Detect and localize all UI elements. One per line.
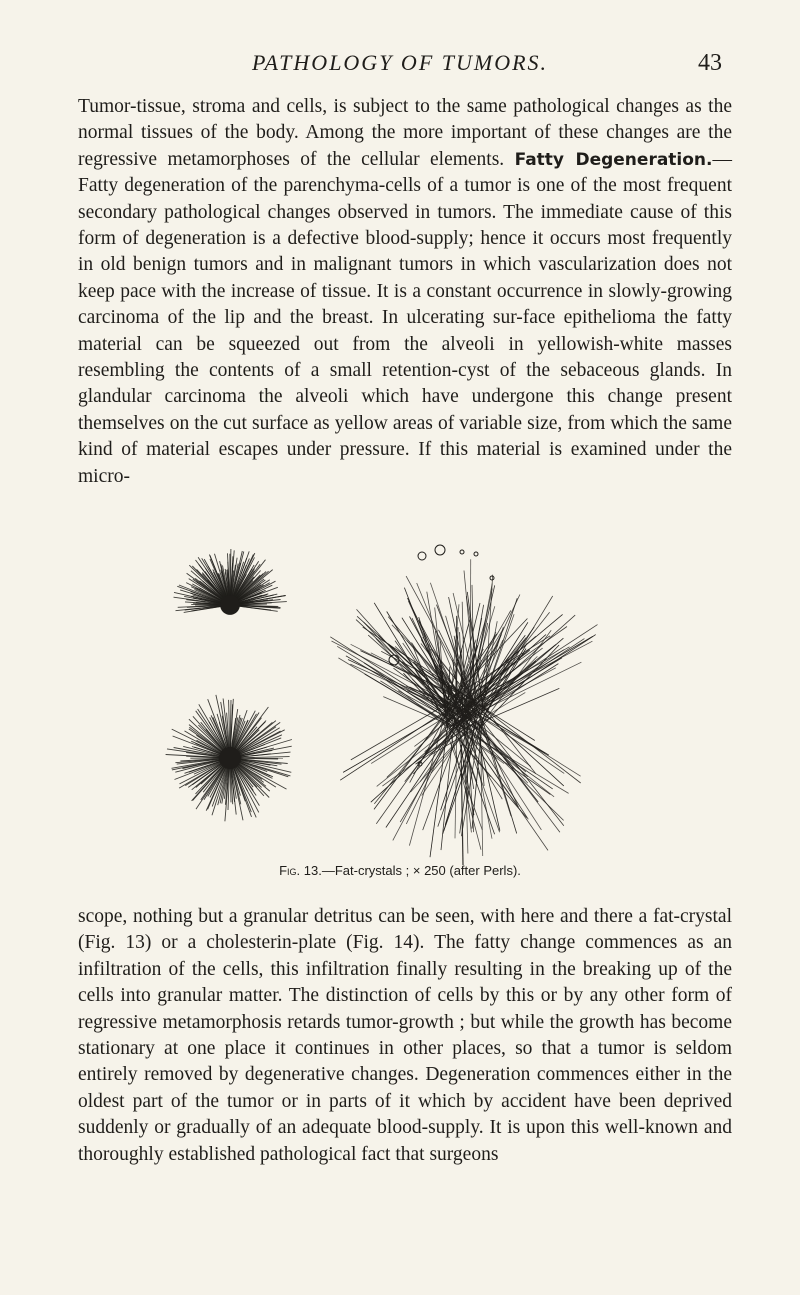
figure-caption-text: —Fat-crystals ; × 250 (after Perls). [321,863,521,878]
figure-caption-label: Fig. 13. [279,863,322,878]
figure-caption [0,863,800,878]
paragraph-1 [78,94,732,490]
section-heading-fatty-degeneration: Fatty Degeneration. [514,149,713,170]
crystal-cluster-small-top [174,549,287,615]
paragraph-1-lead: Tumor-tissue, stroma and cells, is subject to the same pathological changes as the normal tissues of the body. Among the more important of these changes are the regressive metamorphoses of the cellular elements. [78,96,732,170]
page-header [0,46,800,86]
crystal-cluster-small-bottom [166,695,292,821]
paragraph-2: scope, nothing but a granular detritus can be seen, with here and there a fat-crystal (Fig. 13) or a cholesterin-plate (Fig. 14). The fatty change commences as an infiltration of the cells, this infiltration finally resulting in the breaking up of the cells into granular matter. The distinction of cells by this or by any other form of regressive metamorphosis retards tumor-growth ; but while the growth has become stationary at one place it continues in other places, so that a tumor is seldom entirely removed by degenerative changes. Degeneration commences either in the oldest part of the tumor or in parts of it which by accident have been deprived suddenly or gradually of an adequate blood-supply. It is upon this well-known and thoroughly established pathological fact that surgeons [78,906,732,1165]
crystal-sheaf-large [330,559,597,865]
paragraph-1-body: —Fatty degeneration of the parenchyma-cells of a tumor is one of the most frequent secondary pathological changes observed in tumors. The immediate cause of this form of degeneration is a defective blood-supply; hence it occurs most frequently in old benign tumors and in malignant tumors in which vascularization does not keep pace with the increase of tissue. It is a constant occurrence in slowly-growing carcinoma of the lip and the breast. In ulcerating sur-face epithelioma the fatty material can be squeezed out from the alveoli in yellowish-white masses resembling the contents of a small retention-cyst of the sebaceous glands. In glandular carcinoma the alveoli which have undergone this change present themselves on the cut surface as yellow areas of variable size, from which the same kind of material escapes under pressure. If this material is examined under the micro- [78,148,732,487]
fat-crystals-illustration [150,540,650,870]
running-title: PATHOLOGY OF TUMORS. [251,50,549,75]
page-number: 43 [698,50,722,76]
figure-fat-crystals [150,540,650,870]
